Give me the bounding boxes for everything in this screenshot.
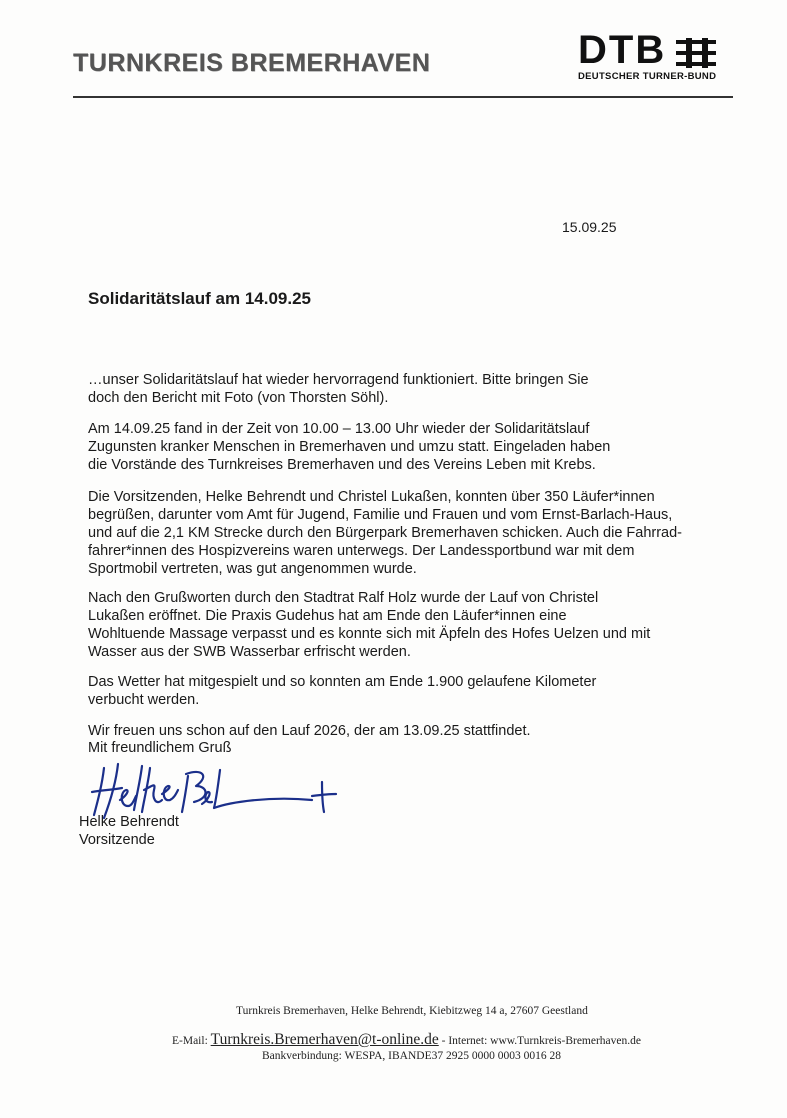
header-divider xyxy=(73,96,733,98)
footer-email-label: E-Mail: xyxy=(172,1035,211,1047)
footer-address: Turnkreis Bremerhaven, Helke Behrendt, Kiebitzweg 14 a, 27607 Geestland xyxy=(236,1005,588,1017)
organization-title: TURNKREIS BREMERHAVEN xyxy=(73,49,431,77)
letter-paragraph: Am 14.09.25 fand in der Zeit von 10.00 – 13.00 Uhr wieder der Solidaritätslauf Zugunsten kranker Menschen in Bremerhaven und umzu statt. Eingeladen haben die Vorstände des Turnkreises Bremerhaven und des Vereins Leben mit Krebs. xyxy=(88,421,611,473)
letter-paragraph: Das Wetter hat mitgespielt und so konnten am Ende 1.900 gelaufene Kilometer verbucht werden. xyxy=(88,674,597,708)
signer-role: Vorsitzende xyxy=(79,832,155,848)
letter-date: 15.09.25 xyxy=(562,219,617,235)
dtb-logo-letters: DTB xyxy=(578,28,667,72)
footer-internet: - Internet: www.Turnkreis-Bremerhaven.de xyxy=(438,1035,641,1047)
letter-closing: Mit freundlichem Gruß xyxy=(88,740,232,756)
letter-subject: Solidaritätslauf am 14.09.25 xyxy=(88,289,311,308)
letter-paragraph: Wir freuen uns schon auf den Lauf 2026, der am 13.09.25 stattfindet. xyxy=(88,723,531,739)
dtb-emblem-icon xyxy=(676,38,716,68)
signer-name: Helke Behrendt xyxy=(79,814,179,830)
letter-paragraph: Die Vorsitzenden, Helke Behrendt und Christel Lukaßen, konnten über 350 Läufer*innen begrüßen, darunter vom Amt für Jugend, Familie und Frauen und vom Ernst-Barlach-Haus, und auf die 2,1 KM Strecke durch den Bürgerpark Bremerhaven schicken. Auch die Fahrrad- fahrer*innen des Hospizvereins waren unterwegs. Der Landessportbund war mit dem Sportmobil vertreten, was gut angenommen wurde. xyxy=(88,489,683,577)
letter-paragraph: …unser Solidaritätslauf hat wieder hervorragend funktioniert. Bitte bringen Sie doch den Bericht mit Foto (von Thorsten Söhl). xyxy=(88,372,589,406)
footer-contact xyxy=(172,1031,641,1049)
letter-paragraph: Nach den Grußworten durch den Stadtrat Ralf Holz wurde der Lauf von Christel Lukaßen eröffnet. Die Praxis Gudehus hat am Ende den Läufer*innen eine Wohltuende Massage verpasst und es konnte sich mit Äpfeln des Hofes Uelzen und mit Wasser aus der SWB Wasserbar erfrischt werden. xyxy=(88,590,651,660)
footer-email-link[interactable]: Turnkreis.Bremerhaven@t-online.de xyxy=(210,1031,439,1048)
dtb-logo-subtitle: DEUTSCHER TURNER-BUND xyxy=(578,71,717,82)
footer-bank-details: Bankverbindung: WESPA, IBANDE37 2925 0000 0003 0016 28 xyxy=(262,1050,561,1062)
